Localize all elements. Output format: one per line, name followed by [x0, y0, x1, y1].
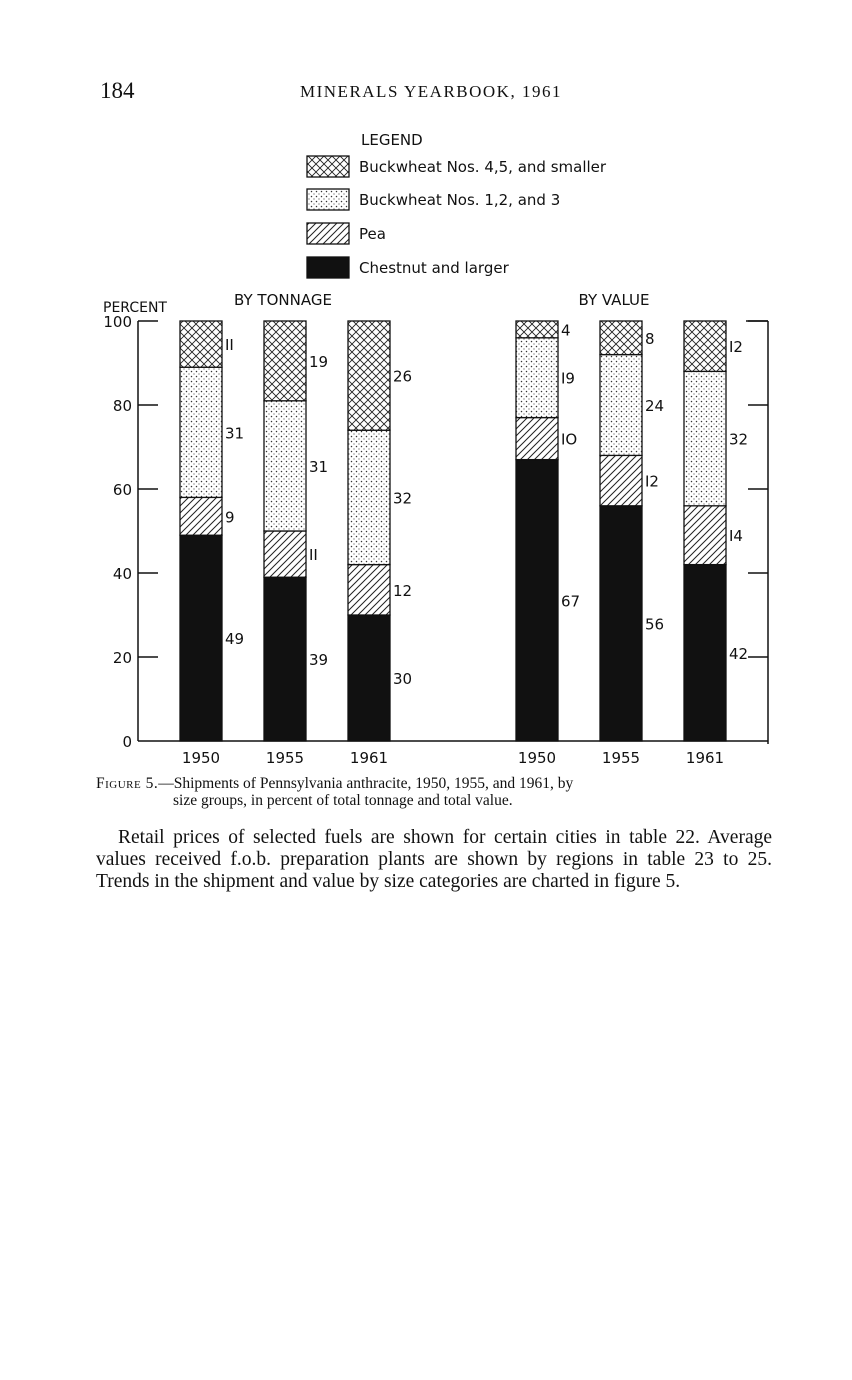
data-label: IO: [561, 430, 578, 449]
bar-segment: [180, 367, 222, 497]
legend-label-dots: Buckwheat Nos. 1,2, and 3: [359, 191, 561, 209]
data-label: I2: [729, 338, 743, 357]
data-label: 31: [225, 424, 245, 443]
bars: [180, 321, 726, 741]
x-tick-label: 1961: [349, 749, 389, 767]
legend-swatch-diagonal: [307, 223, 349, 244]
data-label: 9: [225, 508, 235, 527]
x-tick-label: 1955: [265, 749, 305, 767]
bar-segment: [600, 355, 642, 456]
y-axis-label: PERCENT: [103, 300, 167, 316]
legend-swatch-solid: [307, 257, 349, 278]
y-tick-label-40: 40: [112, 565, 132, 583]
caption-text-line2: size groups, in percent of total tonnage and total value.: [173, 792, 513, 809]
x-tick-label: 1955: [601, 749, 641, 767]
caption-text-line1: —Shipments of Pennsylvania anthracite, 1950, 1955, and 1961, by: [158, 775, 574, 792]
bar-segment: [516, 418, 558, 460]
page-number: 184: [100, 78, 135, 103]
y-tick-label-60: 60: [112, 481, 132, 499]
panel-title-tonnage: BY TONNAGE: [234, 291, 332, 309]
panel-title-value: BY VALUE: [578, 291, 650, 309]
bar-segment: [684, 565, 726, 741]
y-tick-label-100: 100: [103, 313, 132, 331]
bar-segment: [348, 430, 390, 564]
legend-title: LEGEND: [361, 131, 423, 149]
data-label: I9: [561, 369, 575, 388]
data-label: 26: [393, 367, 413, 386]
bar-segment: [348, 615, 390, 741]
figure-caption: [96, 775, 772, 809]
bar-segment: [264, 321, 306, 401]
data-label: 56: [645, 615, 665, 634]
data-label: 30: [393, 670, 413, 688]
bar-segment: [180, 321, 222, 367]
data-label: II: [225, 336, 234, 355]
bar-segment: [264, 531, 306, 577]
caption-lead: Figure 5.: [96, 775, 159, 792]
bar-segment: [348, 321, 390, 430]
bar-segment: [600, 321, 642, 355]
body-paragraph: [96, 827, 772, 893]
bar-segment: [516, 321, 558, 338]
y-tick-label-0: 0: [122, 733, 132, 751]
bar-segment: [684, 321, 726, 371]
bar-segment: [348, 565, 390, 615]
data-label: 67: [561, 592, 581, 611]
data-label: 24: [645, 397, 665, 415]
data-label: 31: [309, 457, 329, 476]
bar-segment: [264, 401, 306, 531]
data-label: I2: [645, 472, 659, 491]
bar-segment: [264, 577, 306, 741]
running-title: MINERALS YEARBOOK, 1961: [300, 82, 562, 101]
data-label: 4: [561, 321, 571, 340]
data-label: 8: [645, 329, 655, 348]
x-tick-label: 1950: [517, 749, 557, 767]
legend: [307, 131, 607, 278]
bar-segment: [684, 506, 726, 565]
bar-segment: [180, 497, 222, 535]
data-label: 49: [225, 630, 245, 649]
data-label: 42: [729, 644, 749, 663]
bar-segment: [516, 338, 558, 418]
legend-swatch-dots: [307, 189, 349, 210]
data-label: II: [309, 546, 318, 565]
y-tick-label-20: 20: [112, 649, 132, 667]
data-label: 32: [393, 489, 413, 508]
legend-swatch-crosshatch: [307, 156, 349, 177]
legend-label-solid: Chestnut and larger: [359, 259, 509, 277]
x-tick-label: 1950: [181, 749, 221, 767]
data-label: 39: [309, 651, 329, 670]
bar-segment: [600, 506, 642, 741]
x-tick-label: 1961: [685, 749, 725, 767]
data-label: I4: [729, 527, 743, 546]
data-label: 12: [393, 581, 413, 600]
bar-segment: [684, 371, 726, 505]
y-tick-label-80: 80: [112, 397, 132, 415]
body-text: Retail prices of selected fuels are shown for certain cities in table 22. Average values received f.o.b. preparation plants are shown by regions in table 23 to 25. Trends in the shipment and value by size categories are charted in figure 5.: [96, 827, 772, 892]
bar-segment: [600, 455, 642, 505]
legend-label-crosshatch: Buckwheat Nos. 4,5, and smaller: [359, 158, 607, 176]
data-label: 32: [729, 430, 749, 449]
bar-segment: [516, 460, 558, 741]
data-label: 19: [309, 352, 329, 371]
legend-label-diagonal: Pea: [359, 225, 386, 243]
bar-segment: [180, 535, 222, 741]
